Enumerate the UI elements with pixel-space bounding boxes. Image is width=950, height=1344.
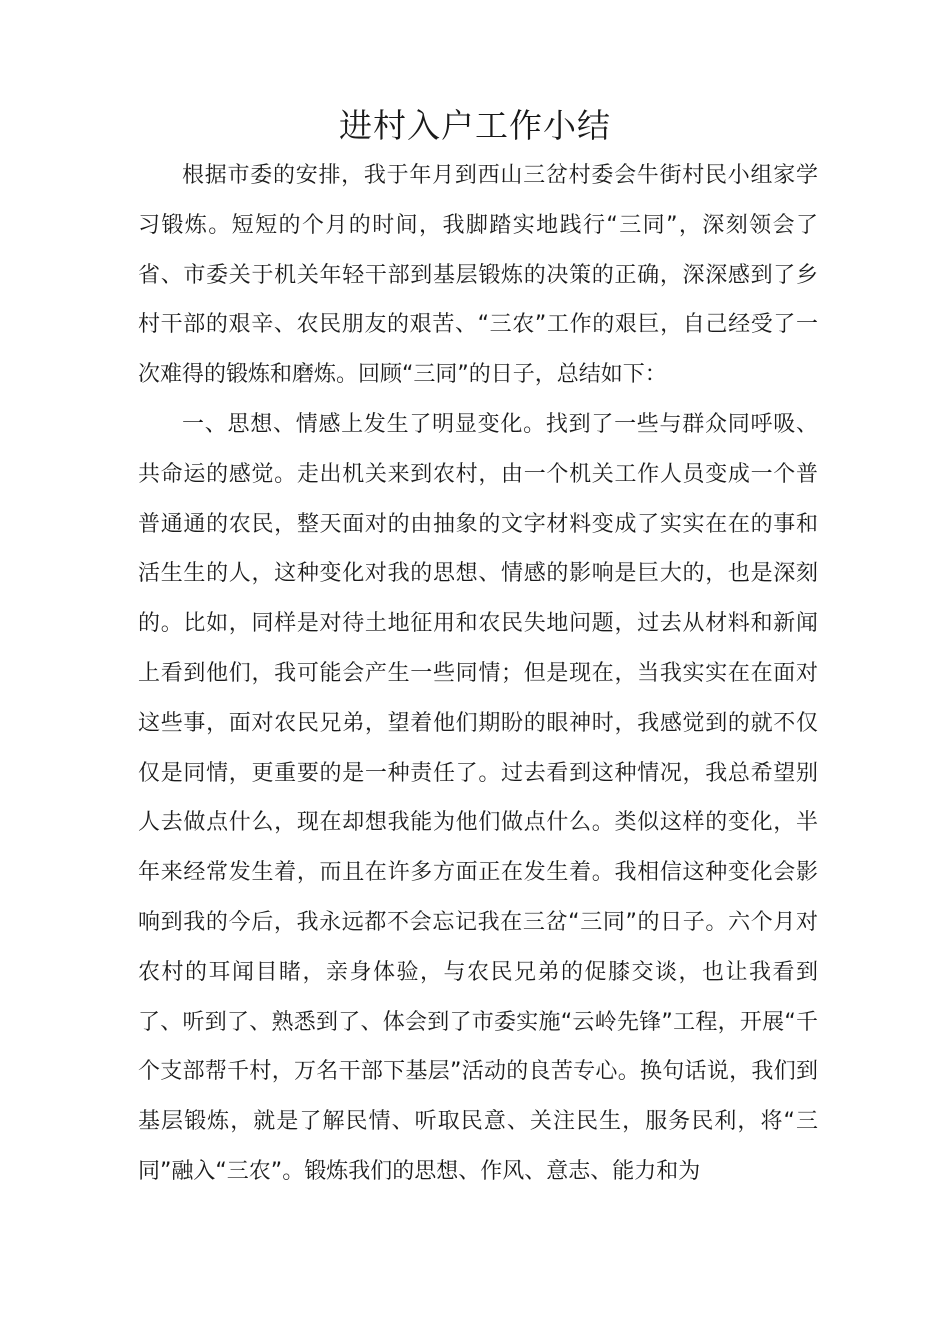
document-body [138,151,818,1197]
paragraph-section-1: 一、思想、情感上发生了明显变化。找到了一些与群众同呼吸、共命运的感觉。走出机关来到农村，由一个机关工作人员变成一个普普通通的农民，整天面对的由抽象的文字材料变成了实实在在的事和活生生的人，这种变化对我的思想、情感的影响是巨大的，也是深刻的。比如，同样是对待土地征用和农民失地问题，过去从材料和新闻上看到他们，我可能会产生一些同情；但是现在，当我实实在在面对这些事，面对农民兄弟，望着他们期盼的眼神时，我感觉到的就不仅仅是同情，更重要的是一种责任了。过去看到这种情况，我总希望别人去做点什么，现在却想我能为他们做点什么。类似这样的变化，半年来经常发生着，而且在许多方面正在发生着。我相信这种变化会影响到我的今后，我永远都不会忘记我在三岔“三同”的日子。六个月对农村的耳闻目睹，亲身体验，与农民兄弟的促膝交谈，也让我看到了、听到了、熟悉到了、体会到了市委实施“云岭先锋”工程，开展“千个支部帮千村，万名干部下基层”活动的良苦专心。换句话说，我们到基层锻炼，就是了解民情、听取民意、关注民生，服务民利，将“三同”融入“三农”。锻炼我们的思想、作风、意志、能力和为 [138,411,818,1184]
document-title: 进村入户工作小结 [339,106,611,145]
paragraph-intro: 根据市委的安排，我于年月到西山三岔村委会牛街村民小组家学习锻炼。短短的个月的时间，我脚踏实地践行“三同”，深刻领会了省、市委关于机关年轻干部到基层锻炼的决策的正确，深深感到了乡村干部的艰辛、农民朋友的艰苦、“三农”工作的艰巨，自己经受了一次难得的锻炼和磨炼。回顾“三同”的日子，总结如下： [138,163,818,388]
